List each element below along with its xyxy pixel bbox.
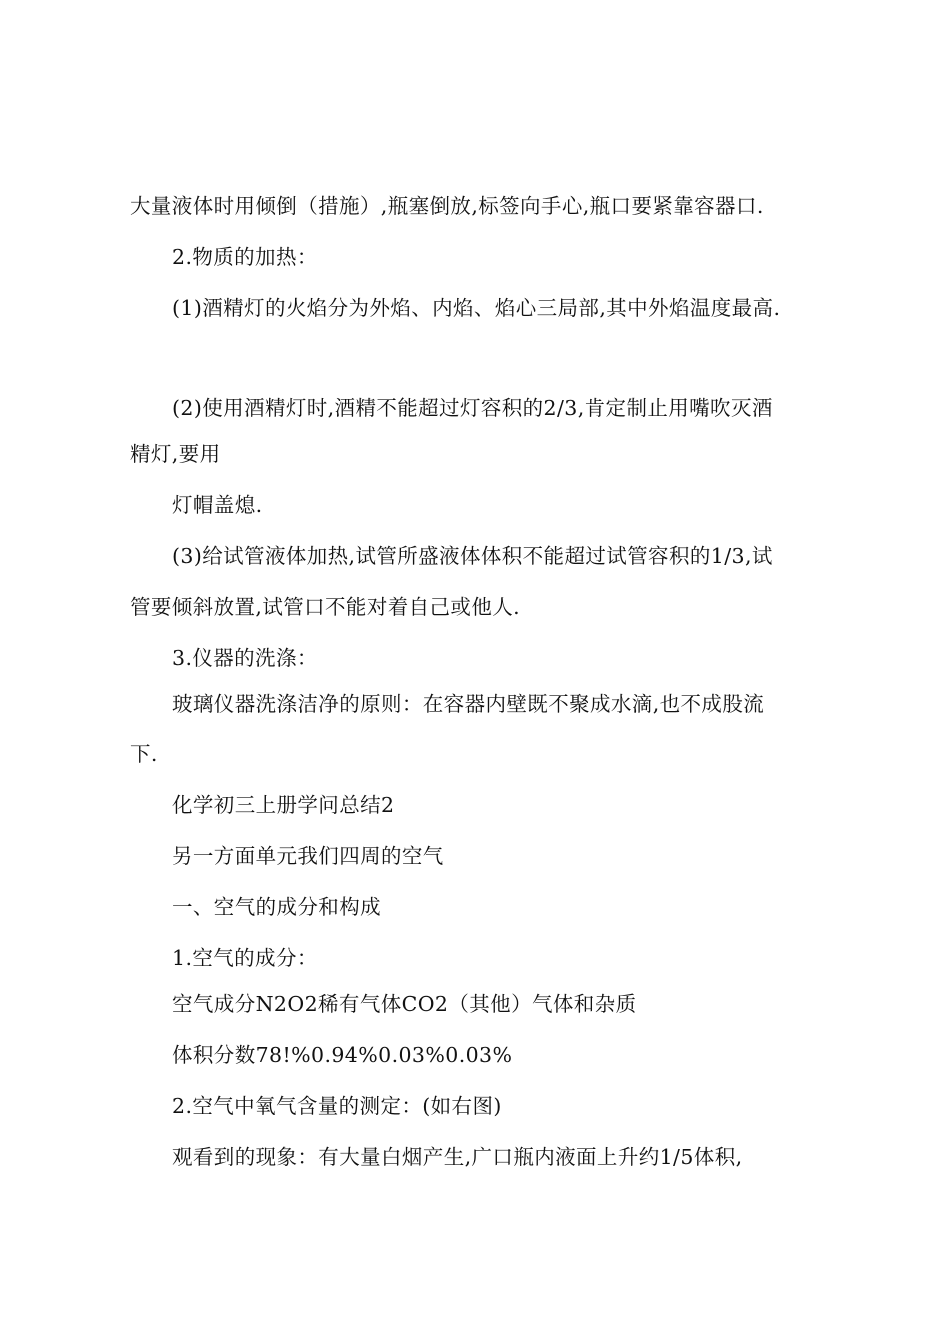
text-line: 下. — [130, 742, 158, 766]
section-heading: 2.空气中氧气含量的测定：(如右图) — [172, 1094, 502, 1118]
text-line: 体积分数78!%0.94%0.03%0.03% — [172, 1043, 513, 1067]
text-line: 精灯,要用 — [130, 442, 221, 466]
section-heading: 2.物质的加热： — [172, 245, 318, 269]
text-line: 大量液体时用倾倒（措施）,瓶塞倒放,标签向手心,瓶口要紧靠容器口. — [130, 194, 764, 218]
unit-heading: 另一方面单元我们四周的空气 — [172, 844, 444, 868]
text-line: 管要倾斜放置,试管口不能对着自己或他人. — [130, 595, 521, 619]
text-line: 玻璃仪器洗涤洁净的原则：在容器内壁既不聚成水滴,也不成股流 — [172, 692, 765, 716]
section-heading: 一、空气的成分和构成 — [172, 895, 381, 919]
text-line: (2)使用酒精灯时,酒精不能超过灯容积的2/3,肯定制止用嘴吹灭酒 — [172, 396, 773, 420]
section-heading: 3.仪器的洗涤： — [172, 646, 318, 670]
text-line: 观看到的现象：有大量白烟产生,广口瓶内液面上升约1/5体积, — [172, 1145, 743, 1169]
document-subtitle: 化学初三上册学问总结2 — [172, 793, 395, 817]
text-line: 灯帽盖熄. — [172, 493, 263, 517]
text-line: (1)酒精灯的火焰分为外焰、内焰、焰心三局部,其中外焰温度最高. — [172, 296, 781, 320]
text-line: 空气成分N2O2稀有气体CO2（其他）气体和杂质 — [172, 992, 637, 1016]
text-line: (3)给试管液体加热,试管所盛液体体积不能超过试管容积的1/3,试 — [172, 544, 773, 568]
section-heading: 1.空气的成分： — [172, 946, 318, 970]
